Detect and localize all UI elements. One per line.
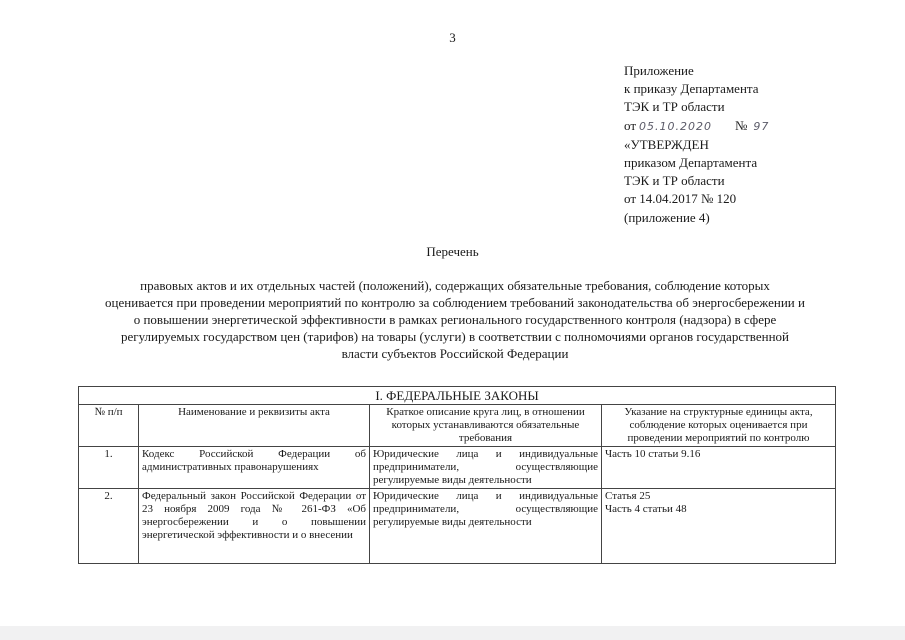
appendix-order-ref: к приказу Департамента xyxy=(624,81,759,97)
row-persons: Юридические лица и индивидуальные предприниматели, осуществляющие регулируемые виды деятельности xyxy=(370,447,602,489)
appendix-department: ТЭК и ТР области xyxy=(624,99,725,115)
header-act-name: Наименование и реквизиты акта xyxy=(139,405,370,447)
approved-label: «УТВЕРЖДЕН xyxy=(624,136,709,152)
row-persons: Юридические лица и индивидуальные предприниматели, осуществляющие регулируемые виды деятельности xyxy=(370,489,602,564)
approved-date-number: от 14.04.2017 № 120 xyxy=(624,191,737,207)
row-unit-item: Статья 25 xyxy=(605,490,651,502)
approved-by-order: приказом Департамента xyxy=(624,155,758,171)
section-title: I. ФЕДЕРАЛЬНЫЕ ЗАКОНЫ xyxy=(79,387,836,405)
section-row xyxy=(79,387,836,405)
acts-table xyxy=(78,386,836,564)
row-units xyxy=(602,447,836,489)
appendix-header xyxy=(624,62,894,227)
order-from-label: от xyxy=(624,117,637,133)
row-units xyxy=(602,489,836,564)
document-title: Перечень xyxy=(426,244,479,259)
row-act-name: Кодекс Российской Федерации об административных правонарушениях xyxy=(139,447,370,489)
row-unit-item: Часть 4 статьи 48 xyxy=(605,503,687,515)
page-number: 3 xyxy=(449,30,456,45)
approved-appendix-ref: (приложение 4) xyxy=(624,209,710,225)
header-units: Указание на структурные единицы акта, соблюдение которых оценивается при проведении мероприятий по контролю xyxy=(602,405,836,447)
row-act-name: Федеральный закон Российской Федерации от 23 ноября 2009 года № 261-ФЗ «Об энергосбережении и о повышении энергетической эффективности и о внесении xyxy=(139,489,370,564)
order-number-sign: № xyxy=(735,117,748,133)
handwritten-order-number: 97 xyxy=(753,119,770,133)
row-unit-item: Часть 10 статьи 9.16 xyxy=(605,448,701,460)
appendix-order-line xyxy=(624,117,894,136)
appendix-label: Приложение xyxy=(624,63,694,78)
header-persons: Краткое описание круга лиц, в отношении которых устанавливаются обязательные требования xyxy=(370,405,602,447)
table-row xyxy=(79,489,836,564)
row-number: 2. xyxy=(79,489,139,564)
table-row xyxy=(79,447,836,489)
header-row xyxy=(79,405,836,447)
row-number: 1. xyxy=(79,447,139,489)
approved-department: ТЭК и ТР области xyxy=(624,173,725,189)
page-bottom-edge xyxy=(0,626,905,640)
header-number: № п/п xyxy=(79,405,139,447)
handwritten-order-date: 05.10.2020 xyxy=(639,119,712,133)
document-subtitle: правовых актов и их отдельных частей (положений), содержащих обязательные требования, соблюдение которых оценивается при проведении мероприятий по контролю за соблюдением требований законодательства об энергосбережении и о повышении энергетической эффективности в рамках регионального государственного контроля (надзора) в сфере регулируемых государством цен (тарифов) на товары (услуги) в соответствии с полномочиями органов государственной власти субъектов Российской Федерации xyxy=(105,278,805,361)
